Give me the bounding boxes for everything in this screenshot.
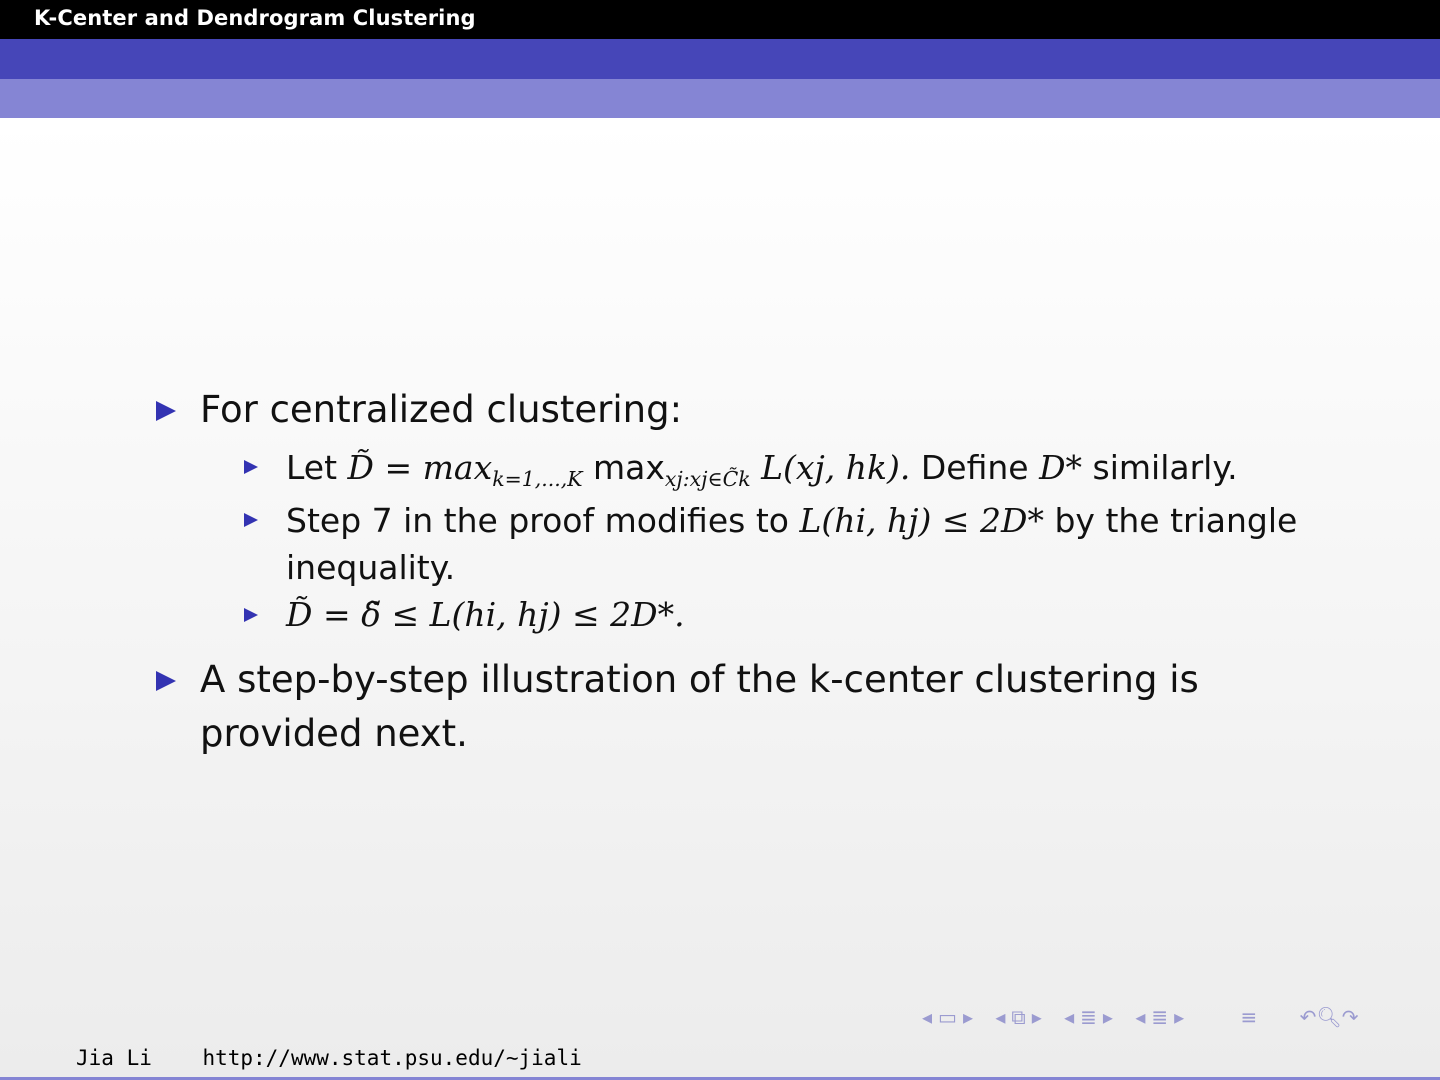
nav-frame-right-icon[interactable]: ▸ [962, 1005, 973, 1029]
sub1-d: max [582, 448, 665, 487]
nav-search-icon[interactable]: ↶🔍︎↷ [1299, 1005, 1359, 1029]
sub-bullet-triangle-icon [244, 460, 258, 474]
nav-subsec-icon[interactable]: ≣ [1151, 1005, 1169, 1029]
sub-bullet-triangle-icon [244, 513, 258, 527]
sub-bullet-3: D̃ = δ̃ ≤ L(hi, hj) ≤ 2D*. [286, 595, 685, 634]
sub1-b: D̃ = max [347, 448, 493, 487]
nav-frame-icon[interactable]: ▭ [938, 1005, 957, 1029]
slide-title: K-Center and Dendrogram Clustering [34, 6, 476, 30]
nav-section-right-icon[interactable]: ▸ [1102, 1005, 1113, 1029]
sub1-i: similarly. [1082, 448, 1238, 487]
beamer-navigation [922, 1005, 1365, 1029]
sub-bullet-2 [286, 497, 1346, 591]
footer-url[interactable]: http://www.stat.psu.edu/∼jiali [202, 1046, 582, 1070]
nav-subsec-left-icon[interactable]: ◂ [1135, 1005, 1146, 1029]
sub2-b: L(hi, hj) ≤ 2D* [799, 501, 1044, 540]
nav-subsection-icon[interactable]: ⧉ [1011, 1005, 1026, 1029]
bullet2-line1: A step-by-step illustration of the k-center clustering is [200, 658, 1199, 701]
bullet2-line2: provided next. [200, 712, 468, 755]
nav-section-left-icon[interactable]: ◂ [1064, 1005, 1075, 1029]
nav-section-icon[interactable]: ≣ [1080, 1005, 1097, 1029]
sub1-h: D* [1039, 448, 1083, 487]
sub1-c: k=1,...,K [492, 467, 583, 492]
nav-align-icon[interactable]: ≡ [1240, 1005, 1258, 1029]
nav-subsection-left-icon[interactable]: ◂ [995, 1005, 1006, 1029]
sub-bullet-1 [286, 444, 1238, 503]
bullet-text-1: For centralized clustering: [200, 388, 683, 431]
footer-author: Jia Li [76, 1046, 152, 1070]
bullet-triangle-icon [156, 401, 176, 421]
sub1-f: L(xj, hk). [750, 448, 911, 487]
sub1-e: xj:xj∈C̃k [664, 467, 751, 492]
nav-subsec-right-icon[interactable]: ▸ [1174, 1005, 1185, 1029]
sub1-a: Let [286, 448, 348, 487]
sub2-c: by the triangle [1043, 501, 1298, 540]
bullet-text-2 [200, 653, 1300, 761]
nav-subsection-right-icon[interactable]: ▸ [1031, 1005, 1042, 1029]
sub-bullet-triangle-icon [244, 608, 258, 622]
bullet-triangle-icon [156, 671, 176, 691]
footer [76, 1046, 582, 1070]
sub2-a: Step 7 in the proof modifies to [286, 501, 800, 540]
nav-frame-left-icon[interactable]: ◂ [922, 1005, 933, 1029]
sub1-g: Define [910, 448, 1040, 487]
sub2-d: inequality. [286, 548, 456, 587]
